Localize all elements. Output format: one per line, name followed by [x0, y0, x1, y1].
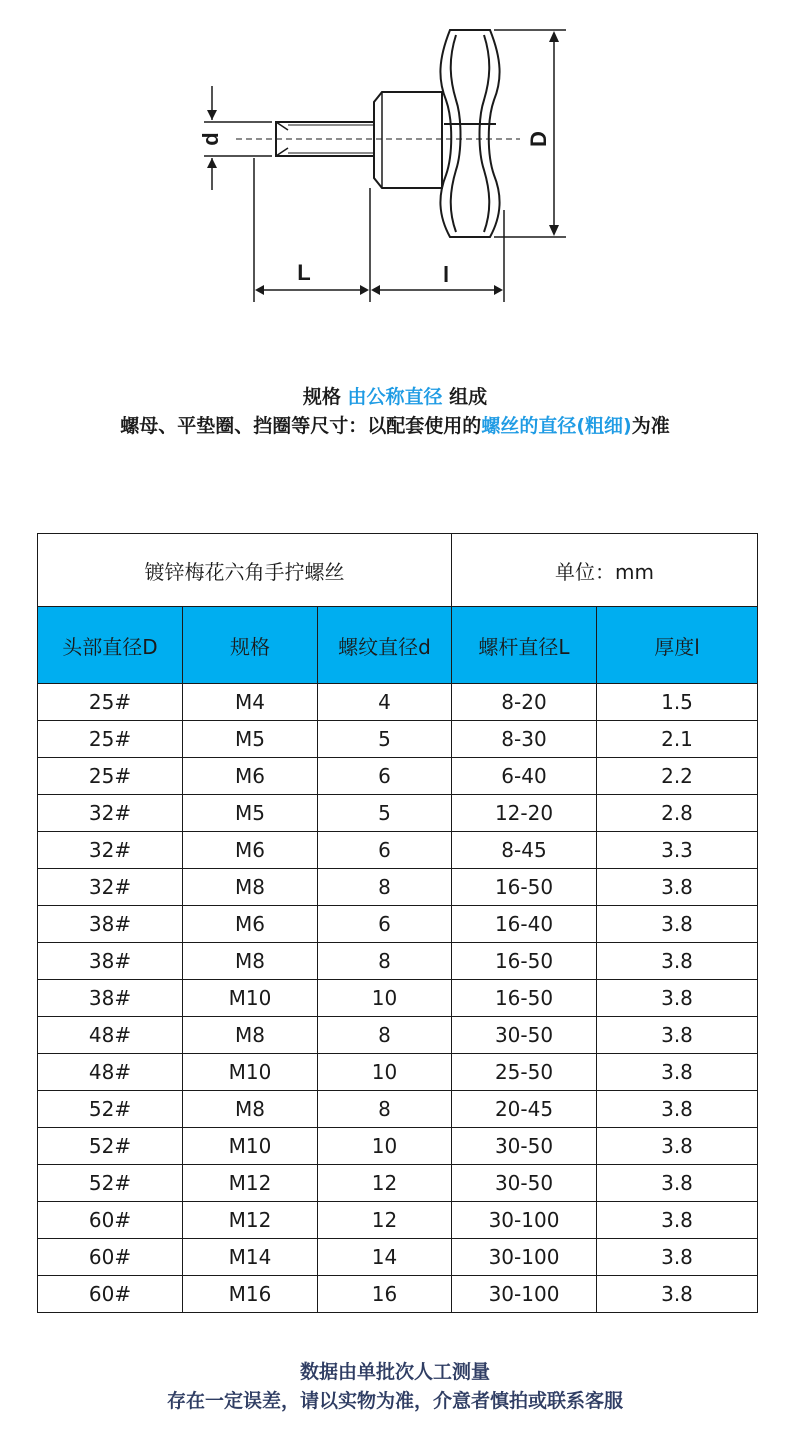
table-cell: 3.8 — [597, 1276, 758, 1313]
table-row — [38, 1017, 758, 1054]
table-row — [38, 1128, 758, 1165]
table-cell: 60# — [38, 1202, 183, 1239]
table-cell: 2.1 — [597, 721, 758, 758]
table-cell: 3.8 — [597, 1091, 758, 1128]
table-cell: 38# — [38, 906, 183, 943]
table-cell: M6 — [183, 832, 318, 869]
table-cell: 30-100 — [452, 1202, 597, 1239]
table-cell: M8 — [183, 943, 318, 980]
table-row — [38, 869, 758, 906]
spec-intro-line-1 — [0, 382, 790, 409]
table-cell: 8 — [318, 943, 452, 980]
screw-dimension-diagram — [0, 0, 790, 320]
table-cell: 3.8 — [597, 980, 758, 1017]
table-cell: 30-50 — [452, 1165, 597, 1202]
footer-note-1: 数据由单批次人工测量 — [299, 1361, 490, 1383]
table-cell: M8 — [183, 869, 318, 906]
unit-cell: 单位：mm — [452, 534, 758, 607]
table-row — [38, 1054, 758, 1091]
table-cell: 48# — [38, 1054, 183, 1091]
table-cell: 12-20 — [452, 795, 597, 832]
table-cell: 3.8 — [597, 1128, 758, 1165]
knob-head-outline — [440, 30, 499, 237]
table-cell: 6-40 — [452, 758, 597, 795]
table-cell: 1.5 — [597, 684, 758, 721]
table-cell: 52# — [38, 1128, 183, 1165]
table-cell: 10 — [318, 1054, 452, 1091]
table-row — [38, 684, 758, 721]
table-cell: 30-100 — [452, 1276, 597, 1313]
table-title-row — [38, 534, 758, 607]
table-cell: 16-40 — [452, 906, 597, 943]
table-cell: M12 — [183, 1202, 318, 1239]
table-header-row — [38, 607, 758, 684]
table-cell: 32# — [38, 869, 183, 906]
table-row — [38, 943, 758, 980]
table-cell: 20-45 — [452, 1091, 597, 1128]
table-cell: 32# — [38, 832, 183, 869]
dim-label-d: d — [197, 132, 223, 146]
intro-line2-suffix: 为准 — [631, 415, 670, 437]
table-cell: 12 — [318, 1165, 452, 1202]
footer-note-2: 存在一定误差，请以实物为准，介意者慎拍或联系客服 — [166, 1390, 623, 1412]
table-cell: 3.8 — [597, 906, 758, 943]
intro-line1-highlight: 由公称直径 — [347, 386, 443, 408]
table-cell: 3.8 — [597, 869, 758, 906]
table-cell: M8 — [183, 1017, 318, 1054]
table-row — [38, 1276, 758, 1313]
table-cell: 30-100 — [452, 1239, 597, 1276]
table-cell: 8-30 — [452, 721, 597, 758]
table-cell: M6 — [183, 758, 318, 795]
table-cell: M10 — [183, 980, 318, 1017]
table-cell: 6 — [318, 832, 452, 869]
table-cell: 25# — [38, 684, 183, 721]
spec-intro-line-2 — [0, 411, 790, 438]
table-cell: 6 — [318, 758, 452, 795]
table-cell: 16-50 — [452, 869, 597, 906]
table-row — [38, 832, 758, 869]
table-cell: 10 — [318, 1128, 452, 1165]
table-cell: 2.2 — [597, 758, 758, 795]
table-cell: M5 — [183, 721, 318, 758]
table-cell: 16-50 — [452, 943, 597, 980]
table-cell: 16 — [318, 1276, 452, 1313]
table-row — [38, 758, 758, 795]
table-cell: 3.8 — [597, 1239, 758, 1276]
dim-label-D: D — [525, 131, 551, 147]
table-cell: 8 — [318, 1017, 452, 1054]
table-cell: 48# — [38, 1017, 183, 1054]
table-cell: 30-50 — [452, 1017, 597, 1054]
table-row — [38, 1091, 758, 1128]
table-cell: 3.3 — [597, 832, 758, 869]
dim-label-l: l — [442, 262, 450, 287]
product-name-cell: 镀锌梅花六角手拧螺丝 — [38, 534, 452, 607]
intro-line1-suffix: 组成 — [442, 386, 488, 408]
column-header: 厚度l — [597, 607, 758, 684]
table-cell: M6 — [183, 906, 318, 943]
intro-line2-highlight: 螺丝的直径(粗细) — [481, 415, 632, 437]
table-body — [38, 684, 758, 1313]
intro-line1-prefix: 规格 — [302, 386, 348, 408]
table-cell: 5 — [318, 721, 452, 758]
table-cell: 30-50 — [452, 1128, 597, 1165]
column-header: 规格 — [183, 607, 318, 684]
table-cell: 38# — [38, 943, 183, 980]
table-cell: 60# — [38, 1239, 183, 1276]
table-cell: 32# — [38, 795, 183, 832]
table-cell: 3.8 — [597, 1017, 758, 1054]
table-cell: 60# — [38, 1276, 183, 1313]
column-header: 螺纹直径d — [318, 607, 452, 684]
table-cell: 8 — [318, 1091, 452, 1128]
table-row — [38, 980, 758, 1017]
table-cell: M12 — [183, 1165, 318, 1202]
table-cell: 8 — [318, 869, 452, 906]
table-cell: M16 — [183, 1276, 318, 1313]
table-cell: 10 — [318, 980, 452, 1017]
column-header: 头部直径D — [38, 607, 183, 684]
table-cell: 25# — [38, 758, 183, 795]
table-cell: M5 — [183, 795, 318, 832]
table-cell: 8-45 — [452, 832, 597, 869]
table-cell: 25# — [38, 721, 183, 758]
table-cell: 2.8 — [597, 795, 758, 832]
table-row — [38, 721, 758, 758]
table-cell: 16-50 — [452, 980, 597, 1017]
table-cell: 12 — [318, 1202, 452, 1239]
hub-outline — [374, 92, 442, 188]
table-cell: M8 — [183, 1091, 318, 1128]
table-row — [38, 1165, 758, 1202]
table-cell: 4 — [318, 684, 452, 721]
table-cell: 38# — [38, 980, 183, 1017]
table-cell: M10 — [183, 1128, 318, 1165]
table-cell: 6 — [318, 906, 452, 943]
table-cell: 5 — [318, 795, 452, 832]
table-row — [38, 795, 758, 832]
dim-label-L: L — [297, 260, 311, 285]
table-cell: 14 — [318, 1239, 452, 1276]
spec-table — [37, 533, 758, 1313]
table-row — [38, 1202, 758, 1239]
table-cell: M4 — [183, 684, 318, 721]
table-cell: 52# — [38, 1165, 183, 1202]
table-cell: 8-20 — [452, 684, 597, 721]
table-cell: M10 — [183, 1054, 318, 1091]
intro-line2-prefix: 螺母、平垫圈、挡圈等尺寸：以配套使用的 — [120, 415, 482, 437]
table-cell: 52# — [38, 1091, 183, 1128]
table-row — [38, 1239, 758, 1276]
table-row — [38, 906, 758, 943]
table-cell: 3.8 — [597, 1054, 758, 1091]
table-cell: 3.8 — [597, 1202, 758, 1239]
table-cell: 3.8 — [597, 1165, 758, 1202]
column-header: 螺杆直径L — [452, 607, 597, 684]
table-cell: 25-50 — [452, 1054, 597, 1091]
table-cell: 3.8 — [597, 943, 758, 980]
table-cell: M14 — [183, 1239, 318, 1276]
